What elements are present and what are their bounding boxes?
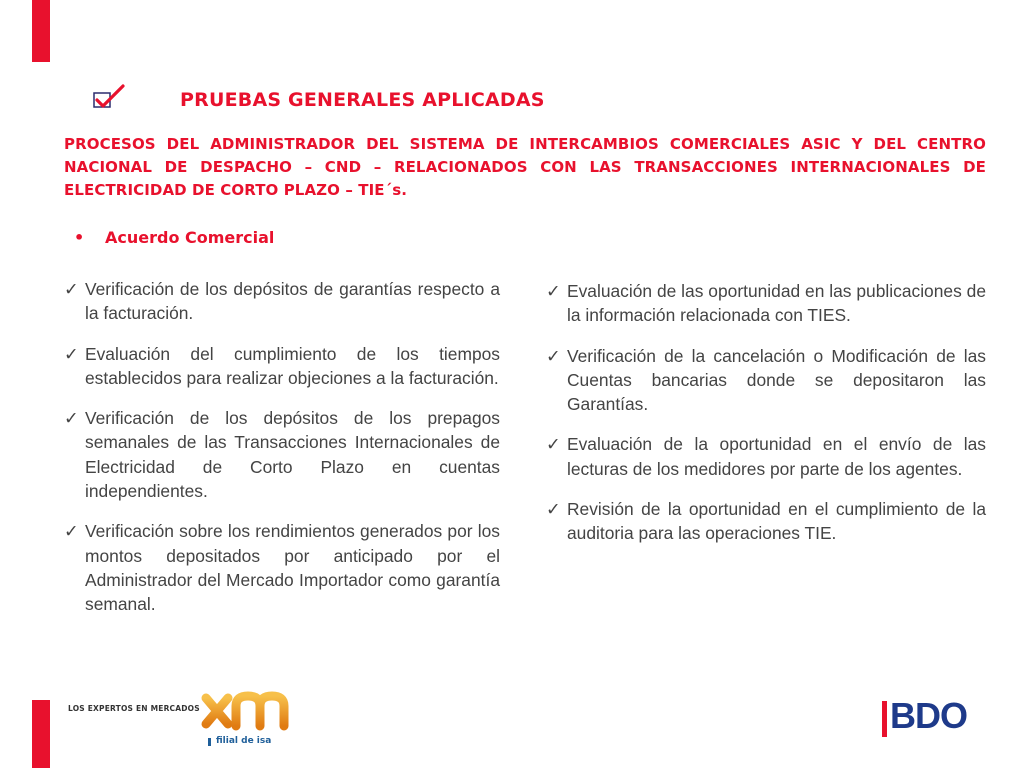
xm-mark-icon <box>198 686 302 732</box>
list-item <box>64 519 500 616</box>
bdo-logo-text: BDO <box>890 695 967 736</box>
xm-logo <box>68 686 308 752</box>
list-item-text: Verificación de la cancelación o Modificación de las Cuentas bancarias donde se depositaron las Garantías. <box>567 345 986 415</box>
list-item <box>546 344 986 417</box>
list-item <box>64 342 500 391</box>
list-item-text: Revisión de la oportunidad en el cumplimiento de la auditoria para las operaciones TIE. <box>567 499 986 544</box>
xm-tagline: LOS EXPERTOS EN MERCADOS <box>68 704 200 713</box>
list-item-text: Evaluación de la oportunidad en el envío de las lecturas de los medidores por parte de los agentes. <box>567 434 986 479</box>
section-label: Acuerdo Comercial <box>105 228 275 247</box>
list-item-text: Verificación sobre los rendimientos generados por los montos depositados por anticipado por el Administrador del Mercado Importador como garantía semanal. <box>85 521 500 615</box>
list-item-text: Evaluación de las oportunidad en las publicaciones de la información relacionada con TIES. <box>567 281 986 326</box>
list-item-text: Evaluación del cumplimiento de los tiempos establecidos para realizar objeciones a la facturación. <box>85 343 500 388</box>
list-item-text: Verificación de los depósitos de los prepagos semanales de las Transacciones Internacionales de Electricidad de Corto Plazo en cuentas independientes. <box>85 408 500 502</box>
checkmark-icon: ✓ <box>64 279 79 299</box>
checkmark-icon: ✓ <box>546 499 561 520</box>
bottom-accent-bar <box>32 700 50 768</box>
section-heading <box>74 228 274 247</box>
bdo-logo-bar <box>882 701 887 737</box>
xm-filial-text: filial de isa <box>216 736 272 746</box>
list-item <box>64 277 500 326</box>
checkbox-checked-icon <box>92 84 126 112</box>
page-subtitle: PROCESOS DEL ADMINISTRADOR DEL SISTEMA DE INTERCAMBIOS COMERCIALES ASIC Y DEL CENTRO NACIONAL DE DESPACHO – CND – RELACIONADOS CON LAS TRANSACCIONES INTERNACIONALES DE ELECTRICIDAD DE CORTO PLAZO – TIE´s. <box>64 135 986 199</box>
checkmark-icon: ✓ <box>546 345 561 366</box>
filial-marker <box>208 738 211 746</box>
checkmark-icon: ✓ <box>64 408 79 429</box>
list-item <box>64 406 500 503</box>
bdo-logo <box>876 693 994 743</box>
bullet-icon: • <box>74 228 85 247</box>
list-item-text: Verificación de los depósitos de garantías respecto a la facturación. <box>85 279 500 324</box>
checkmark-icon: ✓ <box>64 521 79 542</box>
checkmark-icon: ✓ <box>546 434 561 455</box>
page-title: PRUEBAS GENERALES APLICADAS <box>180 89 545 111</box>
list-item <box>546 279 986 328</box>
top-accent-bar <box>32 0 50 62</box>
list-item <box>546 497 986 546</box>
list-item <box>546 432 986 481</box>
right-checklist <box>546 279 986 562</box>
checkmark-icon: ✓ <box>546 281 561 301</box>
left-checklist <box>64 277 500 633</box>
checkmark-icon: ✓ <box>64 343 79 364</box>
